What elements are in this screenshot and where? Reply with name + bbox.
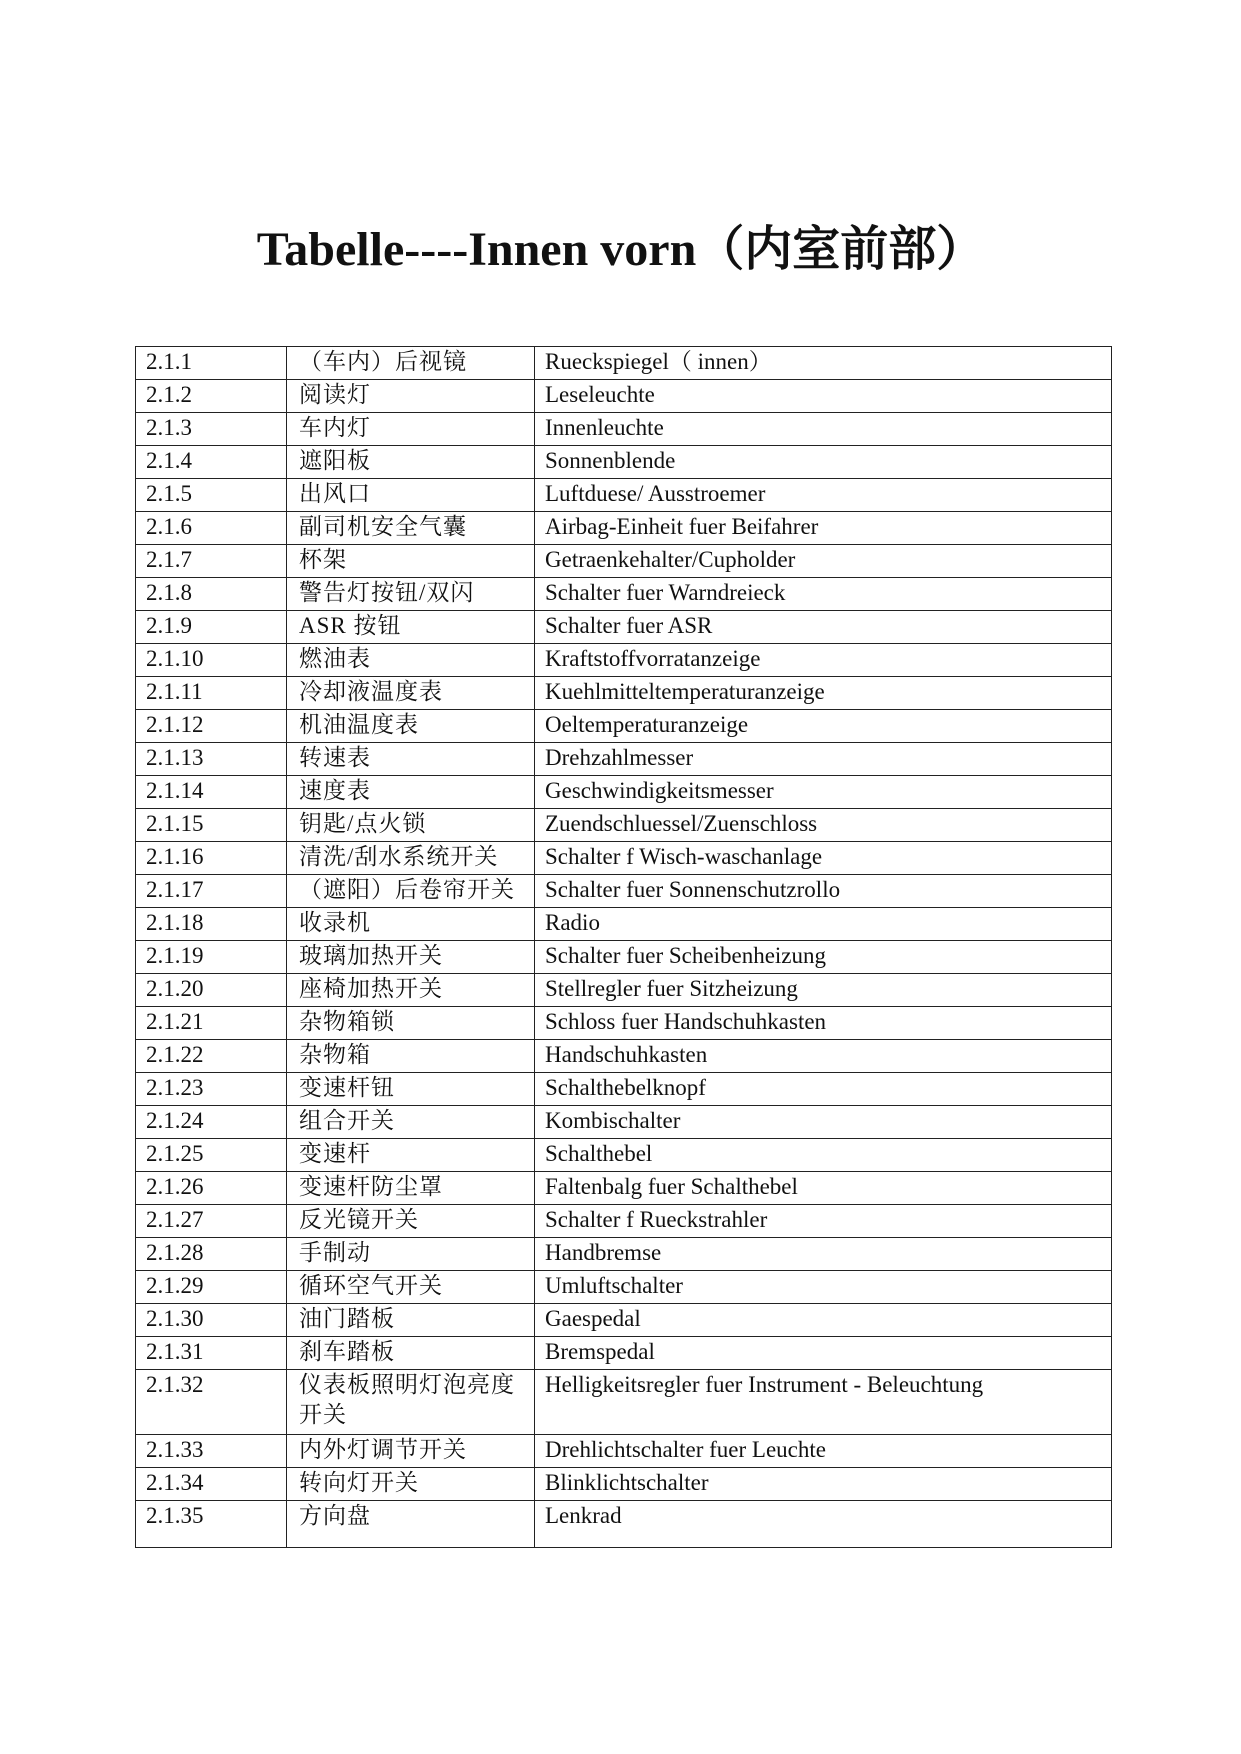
table-row xyxy=(136,710,1112,743)
german-name-cell: Drehlichtschalter fuer Leuchte xyxy=(535,1435,1112,1468)
german-name-cell: Schalter fuer Sonnenschutzrollo xyxy=(535,875,1112,908)
part-number-cell: 2.1.16 xyxy=(136,842,287,875)
part-number-cell: 2.1.13 xyxy=(136,743,287,776)
table-row xyxy=(136,1304,1112,1337)
chinese-name-cell: 变速杆防尘罩 xyxy=(287,1172,535,1205)
chinese-name-cell: 玻璃加热开关 xyxy=(287,941,535,974)
german-name-cell: Innenleuchte xyxy=(535,413,1112,446)
chinese-name-cell: 转速表 xyxy=(287,743,535,776)
german-name-cell: Schalthebelknopf xyxy=(535,1073,1112,1106)
part-number-cell: 2.1.11 xyxy=(136,677,287,710)
german-name-cell: Handschuhkasten xyxy=(535,1040,1112,1073)
part-number-cell: 2.1.18 xyxy=(136,908,287,941)
chinese-name-cell: 杯架 xyxy=(287,545,535,578)
table-row xyxy=(136,1337,1112,1370)
chinese-name-cell: （车内）后视镜 xyxy=(287,347,535,380)
part-number-cell: 2.1.4 xyxy=(136,446,287,479)
chinese-name-cell: 清洗/刮水系统开关 xyxy=(287,842,535,875)
table-body xyxy=(136,347,1112,1548)
table-row xyxy=(136,809,1112,842)
chinese-name-cell: 转向灯开关 xyxy=(287,1468,535,1501)
chinese-name-cell: 副司机安全气囊 xyxy=(287,512,535,545)
german-name-cell: Sonnenblende xyxy=(535,446,1112,479)
german-name-cell: Getraenkehalter/Cupholder xyxy=(535,545,1112,578)
chinese-name-cell: 循环空气开关 xyxy=(287,1271,535,1304)
table-row xyxy=(136,1172,1112,1205)
german-name-cell: Oeltemperaturanzeige xyxy=(535,710,1112,743)
german-name-cell: Handbremse xyxy=(535,1238,1112,1271)
german-name-cell: Schalter fuer ASR xyxy=(535,611,1112,644)
page-title: Tabelle----Innen vorn（内室前部） xyxy=(256,223,985,276)
german-name-cell: Schalter fuer Scheibenheizung xyxy=(535,941,1112,974)
part-number-cell: 2.1.3 xyxy=(136,413,287,446)
german-name-cell: Schalter f Rueckstrahler xyxy=(535,1205,1112,1238)
table-row xyxy=(136,545,1112,578)
table-row xyxy=(136,1073,1112,1106)
table-row xyxy=(136,1468,1112,1501)
german-name-cell: Blinklichtschalter xyxy=(535,1468,1112,1501)
german-name-cell: Schloss fuer Handschuhkasten xyxy=(535,1007,1112,1040)
table-row xyxy=(136,974,1112,1007)
table-row xyxy=(136,941,1112,974)
part-number-cell: 2.1.19 xyxy=(136,941,287,974)
part-number-cell: 2.1.14 xyxy=(136,776,287,809)
part-number-cell: 2.1.28 xyxy=(136,1238,287,1271)
part-number-cell: 2.1.25 xyxy=(136,1139,287,1172)
chinese-name-cell: （遮阳）后卷帘开关 xyxy=(287,875,535,908)
chinese-name-cell: 手制动 xyxy=(287,1238,535,1271)
table-row xyxy=(136,512,1112,545)
chinese-name-cell: 仪表板照明灯泡亮度开关 xyxy=(287,1370,535,1435)
chinese-name-cell: 油门踏板 xyxy=(287,1304,535,1337)
german-name-cell: Helligkeitsregler fuer Instrument - Beleuchtung xyxy=(535,1370,1112,1435)
part-number-cell: 2.1.8 xyxy=(136,578,287,611)
chinese-name-cell: 杂物箱锁 xyxy=(287,1007,535,1040)
german-name-cell: Bremspedal xyxy=(535,1337,1112,1370)
german-name-cell: Schalter fuer Warndreieck xyxy=(535,578,1112,611)
chinese-name-cell: 杂物箱 xyxy=(287,1040,535,1073)
table-row xyxy=(136,875,1112,908)
part-number-cell: 2.1.27 xyxy=(136,1205,287,1238)
chinese-name-cell: 警告灯按钮/双闪 xyxy=(287,578,535,611)
part-number-cell: 2.1.32 xyxy=(136,1370,287,1435)
chinese-name-cell: 速度表 xyxy=(287,776,535,809)
german-name-cell: Gaespedal xyxy=(535,1304,1112,1337)
chinese-name-cell: 遮阳板 xyxy=(287,446,535,479)
part-number-cell: 2.1.22 xyxy=(136,1040,287,1073)
part-number-cell: 2.1.30 xyxy=(136,1304,287,1337)
table-row xyxy=(136,1370,1112,1435)
part-number-cell: 2.1.1 xyxy=(136,347,287,380)
table-row xyxy=(136,446,1112,479)
part-number-cell: 2.1.29 xyxy=(136,1271,287,1304)
parts-table xyxy=(135,346,1112,1548)
german-name-cell: Geschwindigkeitsmesser xyxy=(535,776,1112,809)
table-row xyxy=(136,776,1112,809)
german-name-cell: Umluftschalter xyxy=(535,1271,1112,1304)
chinese-name-cell: 反光镜开关 xyxy=(287,1205,535,1238)
chinese-name-cell: 座椅加热开关 xyxy=(287,974,535,1007)
german-name-cell: Kraftstoffvorratanzeige xyxy=(535,644,1112,677)
german-name-cell: Kuehlmitteltemperaturanzeige xyxy=(535,677,1112,710)
part-number-cell: 2.1.9 xyxy=(136,611,287,644)
german-name-cell: Leseleuchte xyxy=(535,380,1112,413)
table-row xyxy=(136,644,1112,677)
table-row xyxy=(136,1205,1112,1238)
table-row xyxy=(136,611,1112,644)
table-row xyxy=(136,1435,1112,1468)
chinese-name-cell: 收录机 xyxy=(287,908,535,941)
part-number-cell: 2.1.10 xyxy=(136,644,287,677)
part-number-cell: 2.1.26 xyxy=(136,1172,287,1205)
part-number-cell: 2.1.35 xyxy=(136,1501,287,1548)
chinese-name-cell: 变速杆钮 xyxy=(287,1073,535,1106)
chinese-name-cell: 机油温度表 xyxy=(287,710,535,743)
table-row xyxy=(136,1501,1112,1548)
table-row xyxy=(136,1271,1112,1304)
table-row xyxy=(136,413,1112,446)
part-number-cell: 2.1.33 xyxy=(136,1435,287,1468)
german-name-cell: Lenkrad xyxy=(535,1501,1112,1548)
part-number-cell: 2.1.21 xyxy=(136,1007,287,1040)
german-name-cell: Stellregler fuer Sitzheizung xyxy=(535,974,1112,1007)
table-row xyxy=(136,347,1112,380)
table-row xyxy=(136,1040,1112,1073)
german-name-cell: Faltenbalg fuer Schalthebel xyxy=(535,1172,1112,1205)
german-name-cell: Airbag-Einheit fuer Beifahrer xyxy=(535,512,1112,545)
part-number-cell: 2.1.17 xyxy=(136,875,287,908)
german-name-cell: Luftduese/ Ausstroemer xyxy=(535,479,1112,512)
chinese-name-cell: 方向盘 xyxy=(287,1501,535,1548)
table-row xyxy=(136,1106,1112,1139)
table-row xyxy=(136,743,1112,776)
table-row xyxy=(136,479,1112,512)
chinese-name-cell: 变速杆 xyxy=(287,1139,535,1172)
part-number-cell: 2.1.6 xyxy=(136,512,287,545)
part-number-cell: 2.1.7 xyxy=(136,545,287,578)
part-number-cell: 2.1.15 xyxy=(136,809,287,842)
table-row xyxy=(136,578,1112,611)
part-number-cell: 2.1.24 xyxy=(136,1106,287,1139)
table-row xyxy=(136,842,1112,875)
table-row xyxy=(136,1007,1112,1040)
chinese-name-cell: ASR 按钮 xyxy=(287,611,535,644)
part-number-cell: 2.1.12 xyxy=(136,710,287,743)
part-number-cell: 2.1.34 xyxy=(136,1468,287,1501)
chinese-name-cell: 燃油表 xyxy=(287,644,535,677)
german-name-cell: Drehzahlmesser xyxy=(535,743,1112,776)
chinese-name-cell: 组合开关 xyxy=(287,1106,535,1139)
table-row xyxy=(136,908,1112,941)
chinese-name-cell: 钥匙/点火锁 xyxy=(287,809,535,842)
chinese-name-cell: 冷却液温度表 xyxy=(287,677,535,710)
chinese-name-cell: 内外灯调节开关 xyxy=(287,1435,535,1468)
table-row xyxy=(136,1139,1112,1172)
german-name-cell: Kombischalter xyxy=(535,1106,1112,1139)
table-row xyxy=(136,677,1112,710)
german-name-cell: Radio xyxy=(535,908,1112,941)
chinese-name-cell: 车内灯 xyxy=(287,413,535,446)
chinese-name-cell: 出风口 xyxy=(287,479,535,512)
german-name-cell: Rueckspiegel（ innen） xyxy=(535,347,1112,380)
german-name-cell: Schalter f Wisch-waschanlage xyxy=(535,842,1112,875)
table-row xyxy=(136,1238,1112,1271)
german-name-cell: Zuendschluessel/Zuenschloss xyxy=(535,809,1112,842)
part-number-cell: 2.1.2 xyxy=(136,380,287,413)
part-number-cell: 2.1.20 xyxy=(136,974,287,1007)
part-number-cell: 2.1.5 xyxy=(136,479,287,512)
german-name-cell: Schalthebel xyxy=(535,1139,1112,1172)
chinese-name-cell: 阅读灯 xyxy=(287,380,535,413)
part-number-cell: 2.1.31 xyxy=(136,1337,287,1370)
part-number-cell: 2.1.23 xyxy=(136,1073,287,1106)
chinese-name-cell: 刹车踏板 xyxy=(287,1337,535,1370)
table-row xyxy=(136,380,1112,413)
